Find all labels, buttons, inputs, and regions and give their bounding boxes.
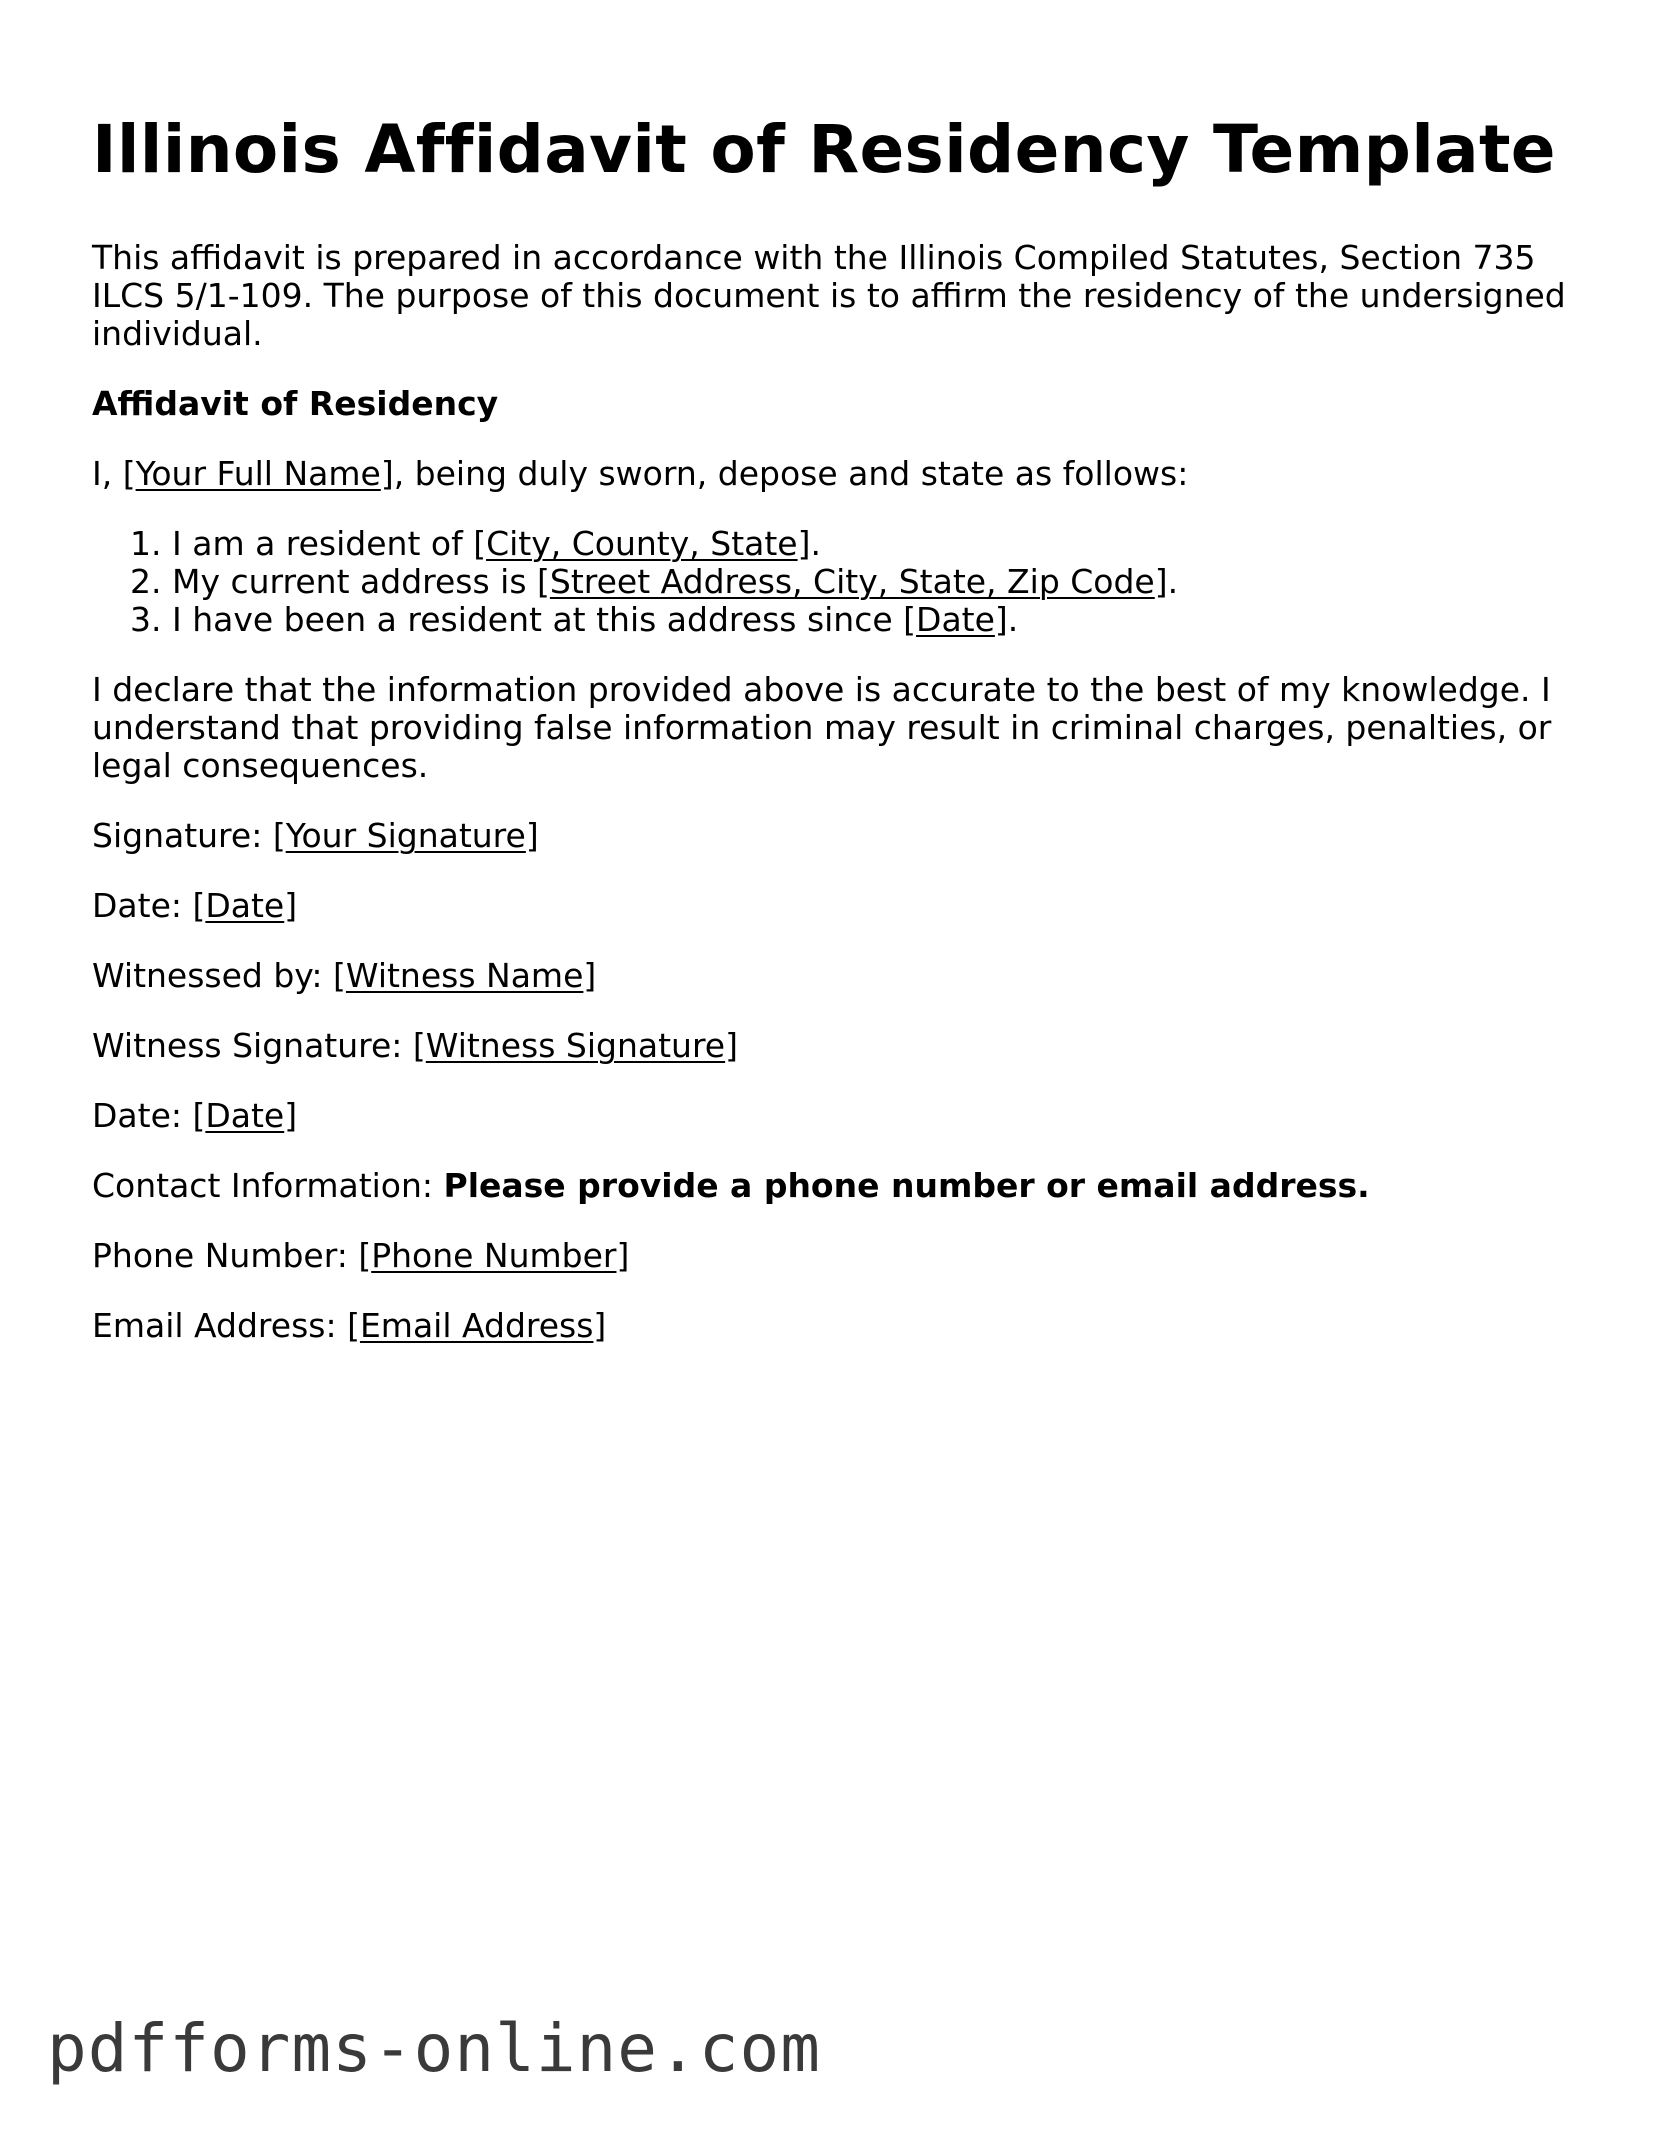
date-label: Date:	[92, 886, 193, 926]
declaration-paragraph: I declare that the information provided above is accurate to the best of my knowledge. I understand that providing false information may result in criminal charges, penalties, or legal consequences.	[92, 670, 1552, 786]
list-item: 3. I have been a resident at this address since [Date].	[172, 601, 1572, 639]
witness-name-line: Witnessed by: [Witness Name]	[92, 956, 597, 996]
item-text: I am a resident of	[172, 524, 474, 564]
street-address-field[interactable]: Street Address, City, State, Zip Code	[549, 562, 1155, 602]
intro-paragraph: This affidavit is prepared in accordance with the Illinois Compiled Statutes, Section 735 ILCS 5/1-109. The purpose of this document is to affirm the residency of the undersigned individual.	[92, 238, 1566, 354]
item-suffix: .	[810, 524, 821, 564]
witness-date-label: Date:	[92, 1096, 193, 1136]
city-county-state-field[interactable]: City, County, State	[486, 524, 798, 564]
contact-label: Contact Information:	[92, 1166, 444, 1206]
residency-date-field[interactable]: Date	[916, 600, 995, 640]
witness-date-field[interactable]: Date	[205, 1096, 285, 1136]
email-line: Email Address: [Email Address]	[92, 1306, 607, 1346]
phone-line: Phone Number: [Phone Number]	[92, 1236, 630, 1276]
oath-prefix: I,	[92, 454, 123, 494]
contact-information-line	[92, 1167, 1572, 1205]
witness-signature-label: Witness Signature:	[92, 1026, 413, 1066]
phone-field[interactable]: Phone Number	[371, 1236, 617, 1276]
email-label: Email Address:	[92, 1306, 348, 1346]
email-field[interactable]: Email Address	[359, 1306, 594, 1346]
list-item: 1. I am a resident of [City, County, State].	[172, 525, 1572, 563]
section-heading: Affidavit of Residency	[92, 384, 499, 424]
item-text: My current address is	[172, 562, 538, 602]
signature-label: Signature:	[92, 816, 273, 856]
document-page	[92, 110, 1572, 1377]
contact-instruction: Please provide a phone number or email address.	[443, 1166, 1370, 1206]
date-line: Date: [Date]	[92, 886, 298, 926]
list-item: 2. My current address is [Street Address, City, State, Zip Code].	[172, 563, 1572, 601]
date-field[interactable]: Date	[205, 886, 285, 926]
oath-suffix: , being duly sworn, depose and state as follows:	[393, 454, 1189, 494]
witness-date-line: Date: [Date]	[92, 1096, 298, 1136]
watermark: pdfforms-online.com	[47, 2010, 821, 2087]
witness-name-label: Witnessed by:	[92, 956, 334, 996]
item-suffix: .	[1167, 562, 1179, 602]
signature-line: Signature: [Your Signature]	[92, 816, 539, 856]
witness-signature-line: Witness Signature: [Witness Signature]	[92, 1026, 738, 1066]
witness-signature-field[interactable]: Witness Signature	[425, 1026, 726, 1066]
full-name-field[interactable]: Your Full Name	[135, 454, 381, 494]
statement-list	[92, 525, 1572, 639]
phone-label: Phone Number:	[92, 1236, 359, 1276]
signature-field[interactable]: Your Signature	[285, 816, 526, 856]
page-title: Illinois Affidavit of Residency Template	[92, 111, 1556, 188]
oath-statement: I, [Your Full Name], being duly sworn, depose and state as follows:	[92, 454, 1189, 494]
item-suffix: .	[1007, 600, 1019, 640]
witness-name-field[interactable]: Witness Name	[345, 956, 584, 996]
item-text: I have been a resident at this address since	[172, 600, 904, 640]
